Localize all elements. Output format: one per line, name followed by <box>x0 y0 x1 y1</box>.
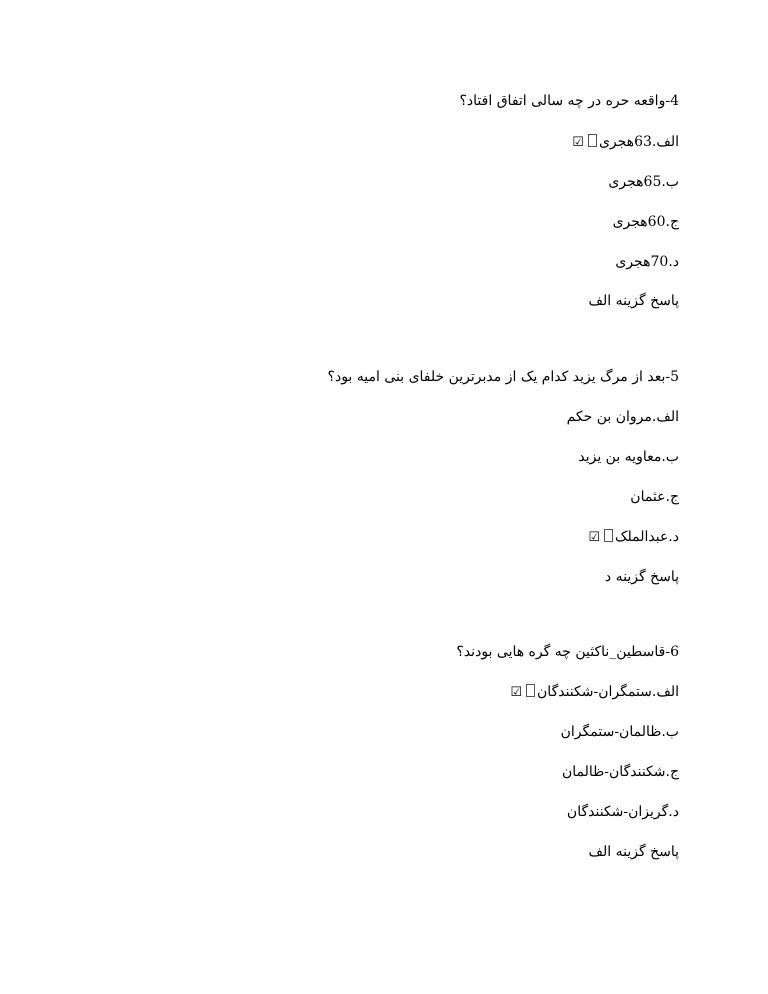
question-5-option-b: ب.معاویه بن یزید <box>578 449 679 465</box>
checked-box-icon: ☑ <box>572 135 584 150</box>
question-6-option-d: د.گریزان-شکنندگان <box>566 804 679 820</box>
option-text: د.عبدالملک <box>614 529 679 545</box>
question-5-option-a: الف.مروان بن حکم <box>566 409 679 425</box>
question-4: 4-واقعه حره در چه سالی اتفاق افتاد؟ <box>459 93 679 109</box>
question-5-option-d <box>588 528 679 547</box>
question-4-option-d: د.70هجری <box>615 254 679 270</box>
question-6: 6-قاسطین_ناکثین چه گره هایی بودند؟ <box>456 644 679 660</box>
question-6-answer: پاسخ گزینه الف <box>588 844 679 860</box>
question-5-option-c: ج.عثمان <box>630 489 679 505</box>
question-6-option-a <box>510 683 679 702</box>
question-4-option-c: ج.60هجری <box>612 214 679 230</box>
question-5: 5-بعد از مرگ یزید کدام یک از مدبرترین خلفای بنی امیه بود؟ <box>327 369 679 385</box>
missing-glyph-box-icon <box>604 529 613 542</box>
option-text: الف.63هجری <box>598 134 679 150</box>
question-5-answer: پاسخ گزینه د <box>604 569 679 585</box>
question-4-option-b: ب.65هجری <box>608 174 679 190</box>
missing-glyph-box-icon <box>526 684 535 697</box>
checked-box-icon: ☑ <box>510 685 523 700</box>
question-6-option-b: ب.ظالمان-ستمگران <box>560 724 679 740</box>
question-4-answer: پاسخ گزینه الف <box>588 293 679 309</box>
option-text: الف.ستمگران-شکنندگان <box>537 684 679 700</box>
question-6-option-c: ج.شکنندگان-ظالمان <box>561 764 679 780</box>
missing-glyph-box-icon <box>588 134 597 147</box>
checked-box-icon: ☑ <box>588 530 600 545</box>
question-4-option-a <box>572 133 679 152</box>
